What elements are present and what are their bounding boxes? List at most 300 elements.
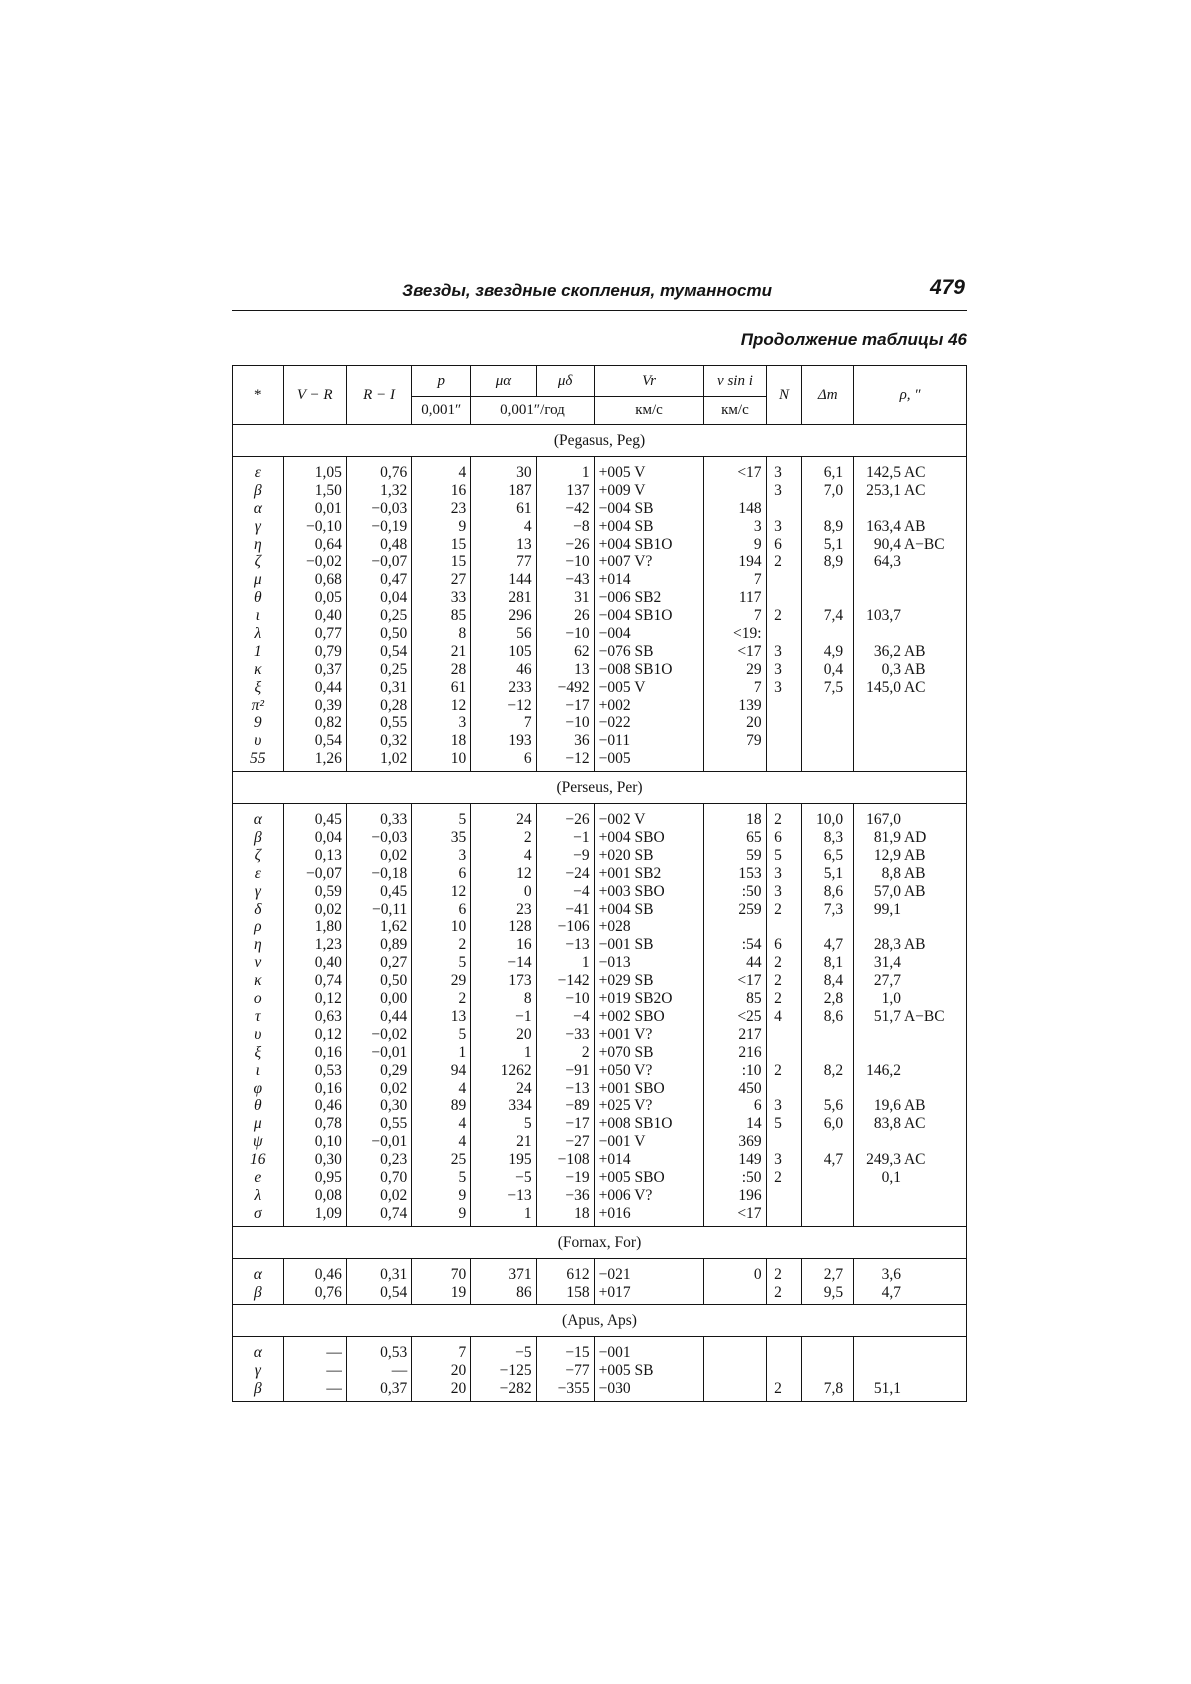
table-cell-value: 15 bbox=[450, 535, 467, 553]
table-cell-value: −0,07 bbox=[306, 864, 342, 882]
cell-star bbox=[233, 1337, 284, 1402]
table-cell-value: +006 V? bbox=[598, 1186, 653, 1204]
cell-mu-a bbox=[471, 457, 536, 772]
col-header-v-r bbox=[283, 366, 346, 425]
table-cell-value: 8,4 bbox=[823, 972, 844, 990]
table-cell-value: 81,9 AD bbox=[866, 829, 927, 847]
table-cell-value: 0,28 bbox=[380, 696, 408, 714]
table-cell-value: 0,4 bbox=[823, 660, 844, 678]
col-header-vsini bbox=[704, 366, 766, 397]
unit-header-mu: 0,001″/год bbox=[471, 397, 594, 425]
table-cell-value: 3 bbox=[774, 660, 782, 678]
table-cell-value: 5 bbox=[458, 1168, 467, 1186]
table-cell-value: 0,89 bbox=[380, 936, 408, 954]
table-cell-value: 26 bbox=[574, 607, 590, 625]
cell-mu-a bbox=[471, 1258, 536, 1305]
section-title-group bbox=[233, 425, 967, 457]
table-cell-value: −008 SB1O bbox=[598, 660, 673, 678]
table-cell-value: 450 bbox=[738, 1079, 762, 1097]
table-cell-value: 8,6 bbox=[823, 882, 844, 900]
table-cell-value: 20 bbox=[450, 1380, 467, 1398]
table-cell-value: −13 bbox=[565, 936, 590, 954]
table-cell-value: 1 bbox=[523, 1204, 532, 1222]
cell-mu-d bbox=[536, 804, 594, 1226]
table-cell-value: 0,77 bbox=[314, 625, 342, 643]
table-cell-value: τ bbox=[255, 1007, 261, 1025]
col-header-mu-alpha bbox=[471, 366, 536, 397]
table-cell-value: 612 bbox=[566, 1265, 590, 1283]
table-cell-value: 148 bbox=[738, 499, 762, 517]
table-cell-value: −106 bbox=[557, 918, 590, 936]
table-cell-value: 0,63 bbox=[314, 1007, 342, 1025]
table-cell-value: 8 bbox=[458, 625, 467, 643]
table-cell-value: −4 bbox=[573, 882, 590, 900]
table-cell-value: 0,68 bbox=[314, 571, 342, 589]
table-cell-value: γ bbox=[254, 517, 261, 535]
col-header-rho bbox=[854, 366, 967, 425]
table-cell-value bbox=[806, 1169, 843, 1187]
table-cell-value: 1 bbox=[523, 1043, 532, 1061]
table-cell-value: 5 bbox=[458, 811, 467, 829]
table-cell-value: 1 bbox=[581, 464, 590, 481]
table-cell-value: 216 bbox=[738, 1043, 762, 1061]
table-cell-value: 94 bbox=[450, 1061, 467, 1079]
table-cell-value: −0,18 bbox=[371, 864, 408, 882]
table-cell-value: −4 bbox=[573, 1007, 590, 1025]
cell-rho bbox=[854, 1337, 967, 1402]
table-cell-value: η bbox=[253, 535, 262, 553]
table-cell-value: 64,3 bbox=[866, 553, 901, 571]
table-cell-value: 3 bbox=[774, 678, 782, 696]
table-cell-value: 9 bbox=[753, 535, 762, 553]
table-cell-value: 62 bbox=[574, 642, 590, 660]
table-cell-value: 65 bbox=[746, 829, 762, 847]
section-title-group bbox=[233, 772, 967, 804]
table-cell-value: 70 bbox=[450, 1265, 467, 1283]
table-cell-value: 2 bbox=[523, 829, 532, 847]
section-title: (Apus, Aps) bbox=[233, 1305, 967, 1337]
table-cell-value: 2 bbox=[458, 990, 467, 1008]
table-cell-value: 137 bbox=[566, 481, 590, 499]
table-cell-value: 85 bbox=[746, 990, 762, 1008]
table-cell-value: 233 bbox=[508, 678, 532, 696]
table-cell-value bbox=[866, 1362, 962, 1380]
table-cell-value: −0,01 bbox=[371, 1043, 408, 1061]
table-cell-value: +016 bbox=[598, 1204, 631, 1222]
unit-header-vsini: км/с bbox=[704, 397, 766, 425]
table-cell-value: +004 SB bbox=[598, 900, 654, 918]
running-title: Звезды, звездные скопления, туманности bbox=[402, 281, 772, 300]
table-cell-value: 7,0 bbox=[823, 481, 844, 499]
table-cell-value: 6 bbox=[774, 535, 782, 553]
table-cell-value: 0,08 bbox=[314, 1186, 342, 1204]
table-cell-value: 3 bbox=[774, 1151, 782, 1169]
table-cell-value: 0 bbox=[523, 882, 532, 900]
table-cell-value: +017 bbox=[598, 1283, 631, 1301]
table-cell-value: μ bbox=[253, 1115, 262, 1133]
table-cell-value bbox=[771, 732, 786, 750]
table-cell-value: 0,54 bbox=[314, 732, 342, 750]
table-cell-value: −10 bbox=[565, 714, 590, 732]
table-cell-value: μ bbox=[253, 571, 262, 589]
col-header-mu-alpha-label: μα bbox=[495, 372, 512, 389]
table-cell-value: 8,3 bbox=[823, 829, 844, 847]
table-cell-value bbox=[866, 589, 962, 607]
table-cell-value: 173 bbox=[508, 972, 532, 990]
table-cell-value: 105 bbox=[508, 642, 532, 660]
table-cell-value: 0,05 bbox=[314, 589, 342, 607]
table-cell-value: 13 bbox=[574, 660, 590, 678]
table-cell-value: 51,1 bbox=[866, 1380, 901, 1398]
table-cell-value bbox=[806, 732, 843, 750]
table-cell-value: 0,04 bbox=[314, 829, 342, 847]
table-cell-value: 56 bbox=[516, 625, 532, 643]
table-cell-value: 5,1 bbox=[823, 864, 844, 882]
table-cell-value: 28 bbox=[450, 660, 467, 678]
table-cell-value: 36 bbox=[574, 732, 590, 750]
table-cell-value bbox=[866, 1044, 962, 1062]
table-cell-value: 16 bbox=[250, 1151, 266, 1169]
table-cell-value: ι bbox=[255, 607, 260, 625]
cell-vr bbox=[594, 1337, 704, 1402]
table-cell-value: 0,25 bbox=[380, 607, 408, 625]
table-cell-value: 158 bbox=[566, 1283, 590, 1301]
table-cell-value: −001 SB bbox=[598, 936, 654, 954]
table-cell-value bbox=[771, 1187, 786, 1205]
table-cell-value bbox=[771, 1362, 786, 1380]
table-cell-value bbox=[771, 1344, 786, 1362]
table-cell-value: 8 bbox=[523, 990, 532, 1008]
table-cell-value: α bbox=[253, 811, 262, 829]
table-cell-value: 36,2 AB bbox=[866, 642, 926, 660]
table-cell-value: −002 V bbox=[598, 811, 646, 829]
table-cell-value: 4 bbox=[523, 846, 532, 864]
table-cell-value: 86 bbox=[516, 1283, 532, 1301]
table-cell-value: π² bbox=[251, 696, 265, 714]
table-cell-value: 5 bbox=[458, 954, 467, 972]
table-cell-value: 61 bbox=[516, 499, 532, 517]
table-cell-value: 3 bbox=[774, 882, 782, 900]
table-cell-value: −10 bbox=[565, 990, 590, 1008]
table-cell-value: 163,4 AB bbox=[866, 517, 926, 535]
col-header-vsini-label: v sin i bbox=[717, 372, 753, 389]
table-cell-value: 249,3 AC bbox=[866, 1151, 926, 1169]
table-cell-value: λ bbox=[254, 625, 262, 643]
table-cell-value: 6,0 bbox=[823, 1115, 844, 1133]
table-cell-value: <17 bbox=[737, 642, 762, 660]
table-cell-value: — bbox=[391, 1362, 408, 1380]
table-cell-value: −001 V bbox=[598, 1133, 646, 1151]
table-cell-value: −1 bbox=[515, 1007, 532, 1025]
table-cell-value: 144 bbox=[508, 571, 532, 589]
cell-p bbox=[412, 1337, 471, 1402]
table-cell-value: β bbox=[253, 481, 262, 499]
table-cell-value: 20 bbox=[450, 1362, 467, 1380]
table-cell-value: 0,55 bbox=[380, 1115, 408, 1133]
table-cell-value: υ bbox=[254, 732, 262, 750]
table-cell-value: β bbox=[253, 1380, 262, 1398]
table-cell-value: +019 SB2O bbox=[598, 990, 673, 1008]
col-header-star: * bbox=[233, 366, 284, 425]
table-cell-value: 8,9 bbox=[823, 553, 844, 571]
table-cell-value: 0,12 bbox=[314, 990, 342, 1008]
table-cell-value bbox=[806, 714, 843, 732]
table-cell-value: 21 bbox=[450, 642, 467, 660]
cell-n bbox=[766, 457, 802, 772]
table-cell-value: −13 bbox=[565, 1079, 590, 1097]
table-cell-value: 4,9 bbox=[823, 642, 844, 660]
table-cell-value: 1,80 bbox=[314, 918, 342, 936]
table-cell-value: 6 bbox=[774, 936, 782, 954]
cell-n bbox=[766, 1258, 802, 1305]
table-cell-value bbox=[806, 589, 843, 607]
table-cell-value: +070 SB bbox=[598, 1043, 654, 1061]
table-cell-value: 8,2 bbox=[823, 1061, 844, 1079]
table-cell-value: — bbox=[326, 1380, 342, 1398]
table-cell-value: :54 bbox=[741, 936, 762, 954]
table-cell-value: α bbox=[253, 499, 262, 517]
unit-header-vr: км/с bbox=[594, 397, 704, 425]
col-header-mu-delta-label: μδ bbox=[557, 372, 573, 389]
table-row bbox=[233, 1258, 967, 1305]
table-cell-value: 0,02 bbox=[380, 1186, 408, 1204]
table-cell-value: 23 bbox=[450, 499, 467, 517]
table-cell-value: −1 bbox=[573, 829, 590, 847]
table-cell-value: 128 bbox=[508, 918, 532, 936]
table-cell-value: −492 bbox=[557, 678, 590, 696]
table-cell-value: 0,13 bbox=[314, 846, 342, 864]
cell-mu-a bbox=[471, 1337, 536, 1402]
table-cell-value: <19: bbox=[733, 625, 762, 643]
table-caption: Продолжение таблицы 46 bbox=[740, 330, 967, 349]
table-cell-value bbox=[771, 589, 786, 607]
cell-vr bbox=[594, 804, 704, 1226]
table-cell-value: ε bbox=[254, 864, 261, 882]
table-cell-value bbox=[806, 1133, 843, 1151]
table-cell-value bbox=[866, 571, 962, 589]
table-cell-value: −26 bbox=[565, 811, 590, 829]
table-cell-value: −004 SB bbox=[598, 499, 654, 517]
table-cell-value: 0,00 bbox=[380, 990, 408, 1008]
table-cell-value: 6 bbox=[458, 864, 467, 882]
table-cell-value: ξ bbox=[254, 678, 262, 696]
table-cell-value: 7,5 bbox=[823, 678, 844, 696]
table-cell-value: 83,8 AC bbox=[866, 1115, 926, 1133]
table-cell-value: 16 bbox=[450, 481, 467, 499]
table-cell-value bbox=[806, 1026, 843, 1044]
table-cell-value: 3 bbox=[774, 642, 782, 660]
table-cell-value: 6 bbox=[458, 900, 467, 918]
cell-n bbox=[766, 1337, 802, 1402]
table-cell-value: 196 bbox=[738, 1186, 762, 1204]
table-cell-value: ζ bbox=[254, 553, 261, 571]
cell-rho bbox=[854, 804, 967, 1226]
table-cell-value: 149 bbox=[738, 1151, 762, 1169]
table-cell-value: 146,2 bbox=[866, 1061, 901, 1079]
cell-p bbox=[412, 1258, 471, 1305]
cell-vr bbox=[594, 457, 704, 772]
table-cell-value bbox=[866, 1133, 962, 1151]
table-cell-value: 16 bbox=[516, 936, 532, 954]
table-cell-value: 79 bbox=[746, 732, 762, 750]
table-cell-value: 0,78 bbox=[314, 1115, 342, 1133]
table-cell-value: 259 bbox=[738, 900, 762, 918]
table-cell-value: 24 bbox=[516, 1079, 532, 1097]
table-cell-value: 0,45 bbox=[314, 811, 342, 829]
cell-r-i bbox=[346, 804, 411, 1226]
table-cell-value: 0,74 bbox=[314, 972, 342, 990]
table-cell-value: 0,1 bbox=[866, 1168, 901, 1186]
table-cell-value: κ bbox=[254, 660, 262, 678]
table-cell-value: 7 bbox=[753, 571, 762, 589]
table-cell-value: 0,53 bbox=[380, 1344, 408, 1362]
table-cell-value bbox=[771, 750, 786, 768]
table-cell-value: 0,39 bbox=[314, 696, 342, 714]
col-header-n bbox=[766, 366, 802, 425]
table-cell-value: −5 bbox=[515, 1168, 532, 1186]
table-cell-value: 15 bbox=[450, 553, 467, 571]
cell-r-i bbox=[346, 1337, 411, 1402]
table-cell-value: 7,3 bbox=[823, 900, 844, 918]
col-header-r-i bbox=[346, 366, 411, 425]
table-cell-value: 1,23 bbox=[314, 936, 342, 954]
table-cell-value: 12 bbox=[450, 696, 467, 714]
table-cell-value: +028 bbox=[598, 918, 631, 936]
table-cell-value: 9 bbox=[458, 517, 467, 535]
table-cell-value: β bbox=[253, 829, 262, 847]
cell-vsini bbox=[704, 1337, 766, 1402]
table-cell-value: +007 V? bbox=[598, 553, 653, 571]
table-cell-value: 0,31 bbox=[380, 678, 408, 696]
table-cell-value: :10 bbox=[741, 1061, 762, 1079]
table-cell-value: 30 bbox=[516, 464, 532, 481]
table-cell-value: ρ bbox=[254, 918, 262, 936]
section-title: (Pegasus, Peg) bbox=[233, 425, 967, 457]
table-cell-value: 90,4 A−BC bbox=[866, 535, 945, 553]
table-cell-value: +029 SB bbox=[598, 972, 654, 990]
star-data-table bbox=[232, 365, 967, 1402]
table-cell-value: <17 bbox=[737, 972, 762, 990]
table-cell-value: 0,55 bbox=[380, 714, 408, 732]
table-cell-value: 0,82 bbox=[314, 714, 342, 732]
cell-dm bbox=[802, 804, 854, 1226]
table-cell-value: −42 bbox=[565, 499, 590, 517]
table-cell-value: 3 bbox=[753, 517, 762, 535]
table-cell-value: −17 bbox=[565, 696, 590, 714]
table-cell-value bbox=[806, 1080, 843, 1098]
table-cell-value: +004 SBO bbox=[598, 829, 665, 847]
table-row bbox=[233, 457, 967, 772]
table-cell-value: 0,45 bbox=[380, 882, 408, 900]
table-cell-value: −26 bbox=[565, 535, 590, 553]
table-cell-value: 3 bbox=[774, 464, 782, 481]
table-cell-value: −10 bbox=[565, 625, 590, 643]
table-cell-value bbox=[806, 1044, 843, 1062]
table-cell-value: 44 bbox=[746, 954, 762, 972]
table-cell-value: 2 bbox=[774, 1168, 782, 1186]
table-cell-value: 3 bbox=[458, 714, 467, 732]
cell-vsini bbox=[704, 804, 766, 1226]
section-title: (Fornax, For) bbox=[233, 1226, 967, 1258]
cell-mu-d bbox=[536, 1258, 594, 1305]
table-cell-value: 0,10 bbox=[314, 1133, 342, 1151]
table-cell-value: −12 bbox=[507, 696, 532, 714]
cell-vsini bbox=[704, 1258, 766, 1305]
table-cell-value: 24 bbox=[516, 811, 532, 829]
table-cell-value: 4,7 bbox=[823, 936, 844, 954]
table-cell-value: 0,3 AB bbox=[866, 660, 926, 678]
table-cell-value: +050 V? bbox=[598, 1061, 653, 1079]
table-cell-value: −9 bbox=[573, 846, 590, 864]
table-cell-value: 1,02 bbox=[380, 750, 408, 768]
col-header-p-label: p bbox=[437, 372, 446, 389]
table-cell-value bbox=[866, 714, 962, 732]
table-cell-value: <25 bbox=[737, 1007, 762, 1025]
table-cell-value bbox=[771, 571, 786, 589]
table-cell-value: 0,12 bbox=[314, 1025, 342, 1043]
table-cell-value: −15 bbox=[565, 1344, 590, 1362]
table-cell-value: 31 bbox=[574, 589, 590, 607]
table-cell-value: +003 SBO bbox=[598, 882, 665, 900]
table-cell-value: 0,16 bbox=[314, 1043, 342, 1061]
table-cell-value: 0,79 bbox=[314, 642, 342, 660]
table-cell-value: 371 bbox=[508, 1265, 532, 1283]
table-cell-value bbox=[806, 697, 843, 715]
table-cell-value: 7 bbox=[753, 607, 762, 625]
cell-n bbox=[766, 804, 802, 1226]
table-cell-value: 8,9 bbox=[823, 517, 844, 535]
table-cell-value: −10 bbox=[565, 553, 590, 571]
table-cell-value: 0,27 bbox=[380, 954, 408, 972]
table-cell-value: +001 SB2 bbox=[598, 864, 662, 882]
col-header-dm-label: Δm bbox=[817, 386, 838, 403]
table-cell-value: −0,10 bbox=[306, 517, 342, 535]
table-cell-value: 28,3 AB bbox=[866, 936, 926, 954]
table-cell-value: 0,37 bbox=[380, 1380, 408, 1398]
table-cell-value bbox=[708, 918, 761, 936]
table-cell-value: −013 bbox=[598, 954, 631, 972]
table-cell-value: 153 bbox=[738, 864, 762, 882]
table-cell-value: 4 bbox=[458, 1133, 467, 1151]
table-cell-value: 0,40 bbox=[314, 607, 342, 625]
table-cell-value: 0,25 bbox=[380, 660, 408, 678]
table-cell-value: 21 bbox=[516, 1133, 532, 1151]
section-data-group bbox=[233, 457, 967, 772]
table-cell-value: 13 bbox=[516, 535, 532, 553]
table-cell-value: 7 bbox=[458, 1344, 467, 1362]
table-cell-value: −36 bbox=[565, 1186, 590, 1204]
col-header-dm bbox=[802, 366, 854, 425]
cell-vsini bbox=[704, 457, 766, 772]
table-cell-value: −0,03 bbox=[371, 499, 408, 517]
table-cell-value: 5 bbox=[774, 1115, 782, 1133]
table-cell-value: −125 bbox=[499, 1362, 532, 1380]
table-cell-value bbox=[866, 750, 962, 768]
table-cell-value: 2 bbox=[774, 972, 782, 990]
table-cell-value: 3,6 bbox=[866, 1265, 901, 1283]
table-cell-value: 20 bbox=[746, 714, 762, 732]
table-cell-value: 10,0 bbox=[815, 811, 844, 829]
table-cell-value: −13 bbox=[507, 1186, 532, 1204]
table-cell-value: −91 bbox=[565, 1061, 590, 1079]
table-cell-value: 195 bbox=[508, 1151, 532, 1169]
table-cell-value: −006 SB2 bbox=[598, 589, 662, 607]
table-cell-value: γ bbox=[254, 1362, 261, 1380]
table-cell-value bbox=[806, 1205, 843, 1223]
table-cell-value: 3 bbox=[774, 864, 782, 882]
table-cell-value bbox=[866, 918, 962, 936]
table-cell-value: −030 bbox=[598, 1380, 631, 1398]
